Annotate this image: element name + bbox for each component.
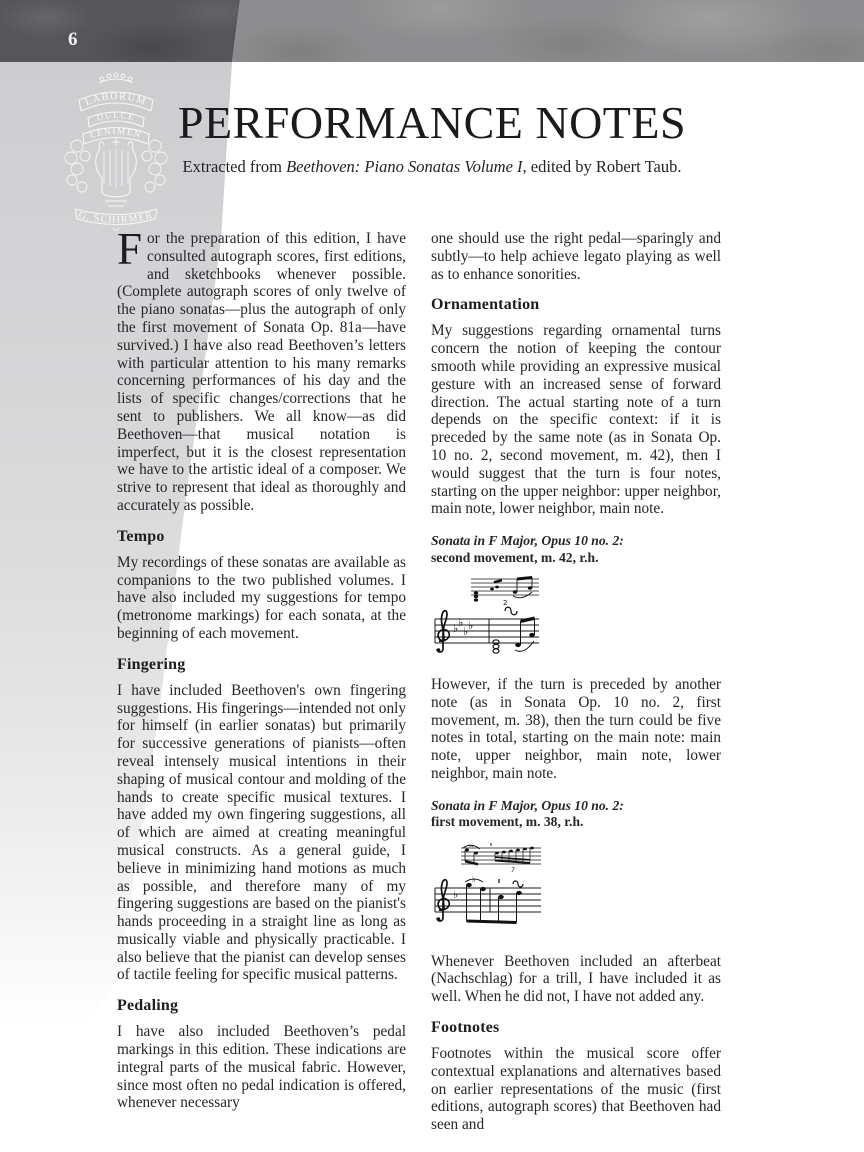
fingering-heading: Fingering <box>117 655 186 673</box>
tempo-heading: Tempo <box>117 527 165 545</box>
pedaling-heading: Pedaling <box>117 997 179 1015</box>
example-2-caption-title: Sonata in F Major, Opus 10 no. 2: <box>431 797 624 813</box>
emblem-motto-3: LENIMEN <box>88 125 144 141</box>
right-column <box>431 230 721 1134</box>
key-signature-flat <box>453 888 458 901</box>
svg-text:2: 2 <box>503 599 508 608</box>
dropcap-F: F <box>117 224 143 274</box>
music-example-2-notation <box>433 840 548 936</box>
emblem-name: G. SCHIRMER <box>77 209 155 226</box>
page-number: 6 <box>68 29 78 50</box>
example-1-caption-subtitle: second movement, m. 42, r.h. <box>431 549 599 565</box>
pedaling-paragraph: I have also included Beethoven’s pedal markings in this edition. These indications are integral parts of the musical fabric. However, since most often no pedal indication is offered, whenever necessary <box>117 1023 406 1112</box>
beamed-eighth-notes <box>515 617 535 652</box>
page-title: PERFORMANCE NOTES <box>177 97 687 148</box>
main-staff <box>435 611 539 653</box>
afterbeat-paragraph: Whenever Beethoven included an afterbeat (Nachschlag) for a trill, I have included it as well. When he did not, I have not added any. <box>431 952 721 1006</box>
held-chord <box>493 640 499 653</box>
example-2-caption-subtitle: first movement, m. 38, r.h. <box>431 814 584 830</box>
main-staff <box>435 875 541 924</box>
subtitle-prefix: Extracted from <box>182 157 287 176</box>
turn-note-paragraph: However, if the turn is preceded by another note (as in Sonata Op. 10 no. 2, first movement, m. 38), then the turn could be five notes in total, starting on the main note: main note, upper neighbor, main note, lower neighbor, main note. <box>431 675 721 782</box>
treble-clef-icon <box>437 879 449 920</box>
turn-ornament-icon <box>503 599 517 615</box>
svg-text:♭: ♭ <box>458 616 464 630</box>
svg-text:∾: ∾ <box>469 842 475 850</box>
pedaling-continued-paragraph: one should use the right pedal—sparingly and subtly—to help achieve legato playing as well as to enhance sonorities. <box>431 230 721 283</box>
music-example-1 <box>433 575 721 664</box>
treble-clef-icon <box>437 611 449 652</box>
intro-paragraph: For the preparation of this edition, I have consulted autograph scores, first editions, and sketchbooks whenever possible. (Complete autograph scores of only twelve of the piano sonatas—plus the autograph of only the first movement of Sonata Op. 81a—have survived.) I have also read Beethoven’s letters with particular attention to his many remarks concerning performances of his day and the lists of specific changes/corrections that he sent to publishers. We all know—as did Beethoven—that musical notation is imperfect, but it is the closest representation we have to the artistic ideal of a composer. We strive to represent that ideal as thoroughly and accurately as possible. <box>117 224 406 514</box>
footnotes-heading: Footnotes <box>431 1018 500 1036</box>
svg-text:♭: ♭ <box>468 619 474 633</box>
subtitle-suffix: , edited by Robert Taub. <box>522 157 682 176</box>
example-1-caption <box>431 533 721 566</box>
svg-text:♭: ♭ <box>453 887 459 901</box>
ornamentation-paragraph: My suggestions regarding ornamental turns concern the notion of keeping the contour smooth while providing an expressive musical gesture with an increased sense of forward direction. The actual starting note of a turn depends on the specific context: if it is preceded by the same note (as in Sonata Op. 10 no. 2, second movement, m. 42), then I would suggest that the turn is four notes, starting on the upper neighbor: upper neighbor, main note, lower neighbor, main note. <box>431 322 721 518</box>
svg-text:♭: ♭ <box>453 622 459 636</box>
music-example-2 <box>433 840 721 941</box>
svg-text:♭: ♭ <box>463 625 469 639</box>
tempo-paragraph: My recordings of these sonatas are available as companions to the two published volumes. I have also included my suggestions for tempo (metronome markings) for each sonata, at the beginning of each movement. <box>117 553 406 642</box>
ossia-staff <box>461 843 541 874</box>
svg-text:♭: ♭ <box>472 874 476 884</box>
subtitle-book-title: Beethoven: Piano Sonatas Volume I <box>286 157 523 176</box>
ornamentation-heading: Ornamentation <box>431 296 540 314</box>
example-1-caption-title: Sonata in F Major, Opus 10 no. 2: <box>431 533 624 549</box>
turn-ornament-icon <box>513 881 523 887</box>
music-example-1-notation <box>433 575 545 659</box>
page-subtitle <box>0 157 864 177</box>
left-column <box>117 224 406 1112</box>
fingering-paragraph: I have included Beethoven's own fingering suggestions. His fingerings—intended not only for himself (in earlier sonatas) but primarily for successive generations of pianists—often reveal intensely musical intentions in their shaping of musical contour and molding of the hands to create specific musical textures. I have added my own fingering suggestions, all of which are aimed at creating meaningful musical constructs. As a general guide, I believe in minimizing hand motions as much as possible, and therefore many of my fingering suggestions are based on the pianist's hands proceeding in a straight line as long as musically viable and physically practicable. I also believe that the pianist can develop senses of tactile feeling for specific musical patterns. <box>117 681 406 984</box>
emblem-motto-2: DULCE <box>95 109 137 123</box>
header <box>0 98 864 177</box>
footnotes-paragraph: Footnotes within the musical score offer contextual explanations and alternatives based on earlier representations of the music (first editions, autograph scores) that Beethoven had seen and <box>431 1044 721 1134</box>
example-2-caption <box>431 798 721 831</box>
emblem-motto-1: LABORUM <box>83 90 149 109</box>
svg-text:7: 7 <box>511 866 515 874</box>
ossia-staff <box>471 576 539 602</box>
emblem-crown <box>99 73 133 83</box>
